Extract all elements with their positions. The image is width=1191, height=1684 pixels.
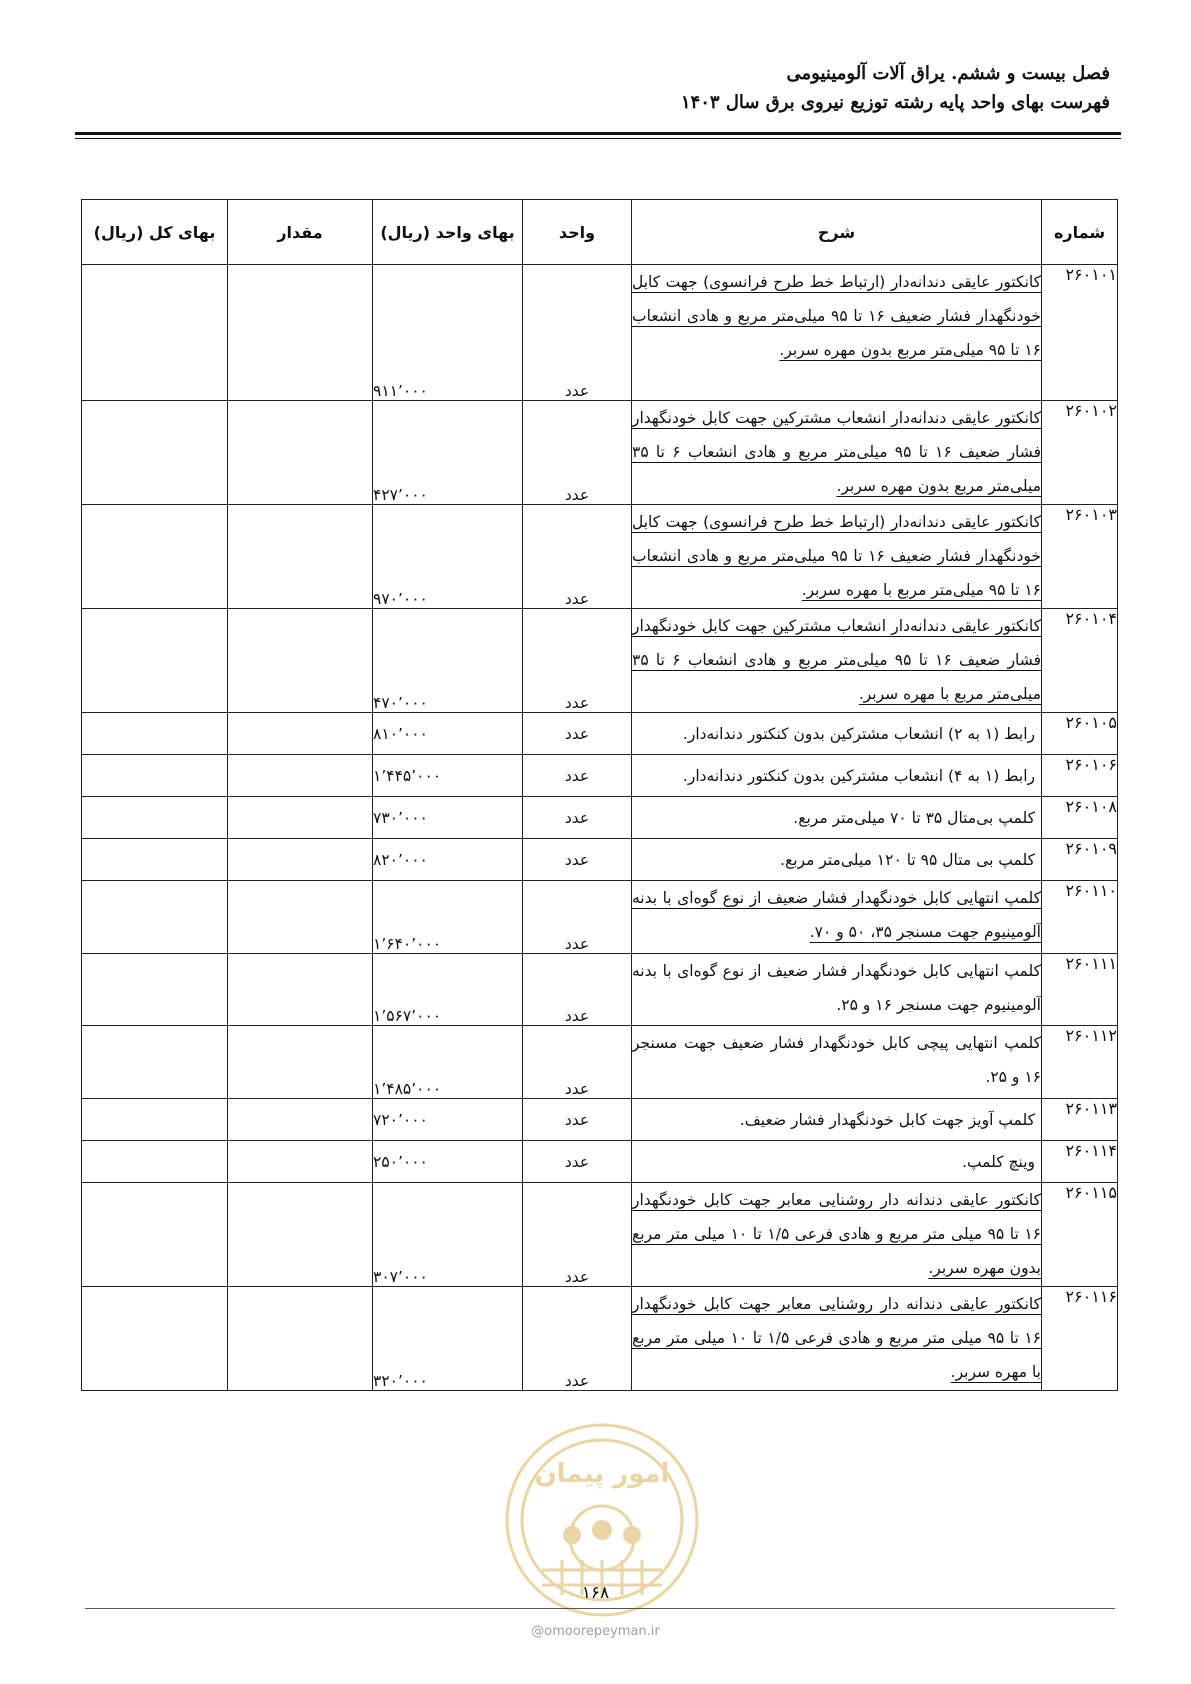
- item-description-text: وینچ کلمپ.: [961, 1152, 1035, 1171]
- item-description-text: کلمپ انتهایی پیچی کابل خودنگهدار فشار ضعیف جهت مسنجر ۱۶ و ۲۵.: [632, 1034, 1041, 1086]
- column-header-total-price: بهای کل (ریال): [82, 200, 228, 265]
- item-total-price: [82, 881, 228, 954]
- table-row: [82, 713, 1118, 755]
- item-unit-price: ۷۲۰٬۰۰۰: [373, 1099, 523, 1141]
- column-header-unit: واحد: [523, 200, 632, 265]
- item-unit-price: ۷۳۰٬۰۰۰: [373, 797, 523, 839]
- table-row: [82, 1026, 1118, 1099]
- item-quantity: [228, 954, 373, 1026]
- item-description: [632, 265, 1042, 401]
- item-number: ۲۶۰۱۰۱: [1042, 265, 1118, 401]
- column-header-unit-price: بهای واحد (ریال): [373, 200, 523, 265]
- table-row: [82, 401, 1118, 505]
- item-unit-price: ۱٬۵۶۷٬۰۰۰: [373, 954, 523, 1026]
- item-unit: عدد: [523, 839, 632, 881]
- item-quantity: [228, 1287, 373, 1391]
- header-rule-thick: [75, 132, 1121, 135]
- item-description-text: رابط (۱ به ۴) انشعاب مشترکین بدون کنکتور دندانه‌دار.: [682, 766, 1035, 785]
- item-number: ۲۶۰۱۱۱: [1042, 954, 1118, 1026]
- item-total-price: [82, 505, 228, 609]
- item-quantity: [228, 881, 373, 954]
- item-quantity: [228, 505, 373, 609]
- chapter-title: فصل بیست و ششم. یراق آلات آلومینیومی: [786, 63, 1110, 84]
- item-total-price: [82, 713, 228, 755]
- item-description-text: کانکتور عایقی دندانه‌دار (ارتباط خط طرح فرانسوی) جهت کابل خودنگهدار فشار ضعیف ۱۶ تا ۹۵ میلی‌متر مربع و هادی انشعاب ۱۶ تا ۹۵ میلی‌متر مربع با مهره سربر.: [632, 513, 1041, 599]
- item-unit: عدد: [523, 797, 632, 839]
- table-row: [82, 954, 1118, 1026]
- item-number: ۲۶۰۱۱۵: [1042, 1183, 1118, 1287]
- item-description: [632, 1099, 1042, 1141]
- footer-rule: [85, 1608, 1115, 1609]
- page-number: ۱۶۸: [581, 1583, 610, 1603]
- item-total-price: [82, 755, 228, 797]
- item-quantity: [228, 401, 373, 505]
- header-rule-thin: [75, 138, 1121, 139]
- item-total-price: [82, 1026, 228, 1099]
- item-unit: عدد: [523, 265, 632, 401]
- item-quantity: [228, 1141, 373, 1183]
- item-number: ۲۶۰۱۰۳: [1042, 505, 1118, 609]
- table-row: [82, 1287, 1118, 1391]
- table-row: [82, 839, 1118, 881]
- item-unit-price: ۲۵۰٬۰۰۰: [373, 1141, 523, 1183]
- item-description: [632, 1026, 1042, 1099]
- item-unit-price: ۸۲۰٬۰۰۰: [373, 839, 523, 881]
- item-unit: عدد: [523, 755, 632, 797]
- item-description-text: کلمپ انتهایی کابل خودنگهدار فشار ضعیف از نوع گوه‌ای با بدنه آلومینیوم جهت مسنجر ۳۵، ۵۰ و ۷۰.: [632, 889, 1041, 941]
- table-row: [82, 505, 1118, 609]
- table-row: [82, 1099, 1118, 1141]
- item-number: ۲۶۰۱۰۴: [1042, 609, 1118, 713]
- table-row: [82, 797, 1118, 839]
- item-quantity: [228, 265, 373, 401]
- column-header-description: شرح: [632, 200, 1042, 265]
- item-description: [632, 954, 1042, 1026]
- item-quantity: [228, 1183, 373, 1287]
- item-description: [632, 839, 1042, 881]
- item-unit-price: ۱٬۶۴۰٬۰۰۰: [373, 881, 523, 954]
- item-description-text: کلمپ بی‌متال ۳۵ تا ۷۰ میلی‌متر مربع.: [793, 808, 1035, 827]
- item-unit-price: ۹۱۱٬۰۰۰: [373, 265, 523, 401]
- item-unit: عدد: [523, 1026, 632, 1099]
- item-quantity: [228, 609, 373, 713]
- item-description: [632, 797, 1042, 839]
- item-total-price: [82, 797, 228, 839]
- item-description-text: کلمپ انتهایی کابل خودنگهدار فشار ضعیف از نوع گوه‌ای با بدنه آلومینیوم جهت مسنجر ۱۶ و ۲۵.: [632, 962, 1041, 1014]
- table-row: [82, 1141, 1118, 1183]
- item-unit: عدد: [523, 505, 632, 609]
- table-row: [82, 1183, 1118, 1287]
- item-quantity: [228, 797, 373, 839]
- item-total-price: [82, 1099, 228, 1141]
- item-description: [632, 1141, 1042, 1183]
- item-quantity: [228, 1099, 373, 1141]
- item-unit-price: ۱٬۴۸۵٬۰۰۰: [373, 1026, 523, 1099]
- table-row: [82, 609, 1118, 713]
- item-description: [632, 1287, 1042, 1391]
- page-header: [76, 60, 1116, 118]
- item-description: [632, 713, 1042, 755]
- item-unit-price: ۸۱۰٬۰۰۰: [373, 713, 523, 755]
- item-number: ۲۶۰۱۰۸: [1042, 797, 1118, 839]
- item-total-price: [82, 1141, 228, 1183]
- item-description: [632, 609, 1042, 713]
- item-number: ۲۶۰۱۰۵: [1042, 713, 1118, 755]
- column-header-quantity: مقدار: [228, 200, 373, 265]
- column-header-number: شماره: [1042, 200, 1118, 265]
- item-unit: عدد: [523, 609, 632, 713]
- item-unit-price: ۴۲۷٬۰۰۰: [373, 401, 523, 505]
- item-description-text: کلمپ آویز جهت کابل خودنگهدار فشار ضعیف.: [739, 1110, 1035, 1129]
- item-description-text: کانکتور عایقی دندانه‌دار انشعاب مشترکین جهت کابل خودنگهدار فشار ضعیف ۱۶ تا ۹۵ میلی‌متر مربع و هادی انشعاب ۶ تا ۳۵ میلی‌متر مربع با مهره سربر.: [632, 617, 1042, 703]
- item-unit: عدد: [523, 401, 632, 505]
- item-unit-price: ۴۷۰٬۰۰۰: [373, 609, 523, 713]
- item-number: ۲۶۰۱۰۶: [1042, 755, 1118, 797]
- item-quantity: [228, 1026, 373, 1099]
- item-description: [632, 755, 1042, 797]
- item-total-price: [82, 1287, 228, 1391]
- item-unit-price: ۳۰۷٬۰۰۰: [373, 1183, 523, 1287]
- item-total-price: [82, 401, 228, 505]
- item-unit: عدد: [523, 1141, 632, 1183]
- item-number: ۲۶۰۱۰۲: [1042, 401, 1118, 505]
- item-unit: عدد: [523, 954, 632, 1026]
- item-unit: عدد: [523, 1099, 632, 1141]
- item-unit: عدد: [523, 1183, 632, 1287]
- item-description: [632, 881, 1042, 954]
- item-total-price: [82, 609, 228, 713]
- item-number: ۲۶۰۱۱۲: [1042, 1026, 1118, 1099]
- item-description-text: رابط (۱ به ۲) انشعاب مشترکین بدون کنکتور دندانه‌دار.: [682, 724, 1035, 743]
- item-description-text: کانکتور عایقی دندانه‌دار انشعاب مشترکین جهت کابل خودنگهدار فشار ضعیف ۱۶ تا ۹۵ میلی‌متر مربع و هادی انشعاب ۶ تا ۳۵ میلی‌متر مربع بدون مهره سربر.: [632, 409, 1042, 495]
- item-quantity: [228, 839, 373, 881]
- item-quantity: [228, 755, 373, 797]
- item-number: ۲۶۰۱۱۳: [1042, 1099, 1118, 1141]
- item-total-price: [82, 839, 228, 881]
- item-number: ۲۶۰۱۱۰: [1042, 881, 1118, 954]
- item-number: ۲۶۰۱۱۴: [1042, 1141, 1118, 1183]
- table-row: [82, 755, 1118, 797]
- item-unit: عدد: [523, 713, 632, 755]
- item-quantity: [228, 713, 373, 755]
- item-number: ۲۶۰۱۰۹: [1042, 839, 1118, 881]
- item-unit-price: ۹۷۰٬۰۰۰: [373, 505, 523, 609]
- item-number: ۲۶۰۱۱۶: [1042, 1287, 1118, 1391]
- item-description-text: کانکتور عایقی دندانه‌دار (ارتباط خط طرح فرانسوی) جهت کابل خودنگهدار فشار ضعیف ۱۶ تا ۹۵ میلی‌متر مربع و هادی انشعاب ۱۶ تا ۹۵ میلی‌متر مربع بدون مهره سربر.: [632, 273, 1041, 359]
- item-unit-price: ۱٬۴۴۵٬۰۰۰: [373, 755, 523, 797]
- item-total-price: [82, 265, 228, 401]
- table-row: [82, 881, 1118, 954]
- price-table: [81, 199, 1118, 1391]
- item-description: [632, 1183, 1042, 1287]
- item-unit-price: ۳۲۰٬۰۰۰: [373, 1287, 523, 1391]
- item-description-text: کانکتور عایقی دندانه دار روشنایی معابر جهت کابل خودنگهدار ۱۶ تا ۹۵ میلی متر مربع و هادی فرعی ۱/۵ تا ۱۰ میلی متر مربع بدون مهره سربر.: [632, 1191, 1042, 1277]
- item-unit: عدد: [523, 1287, 632, 1391]
- item-unit: عدد: [523, 881, 632, 954]
- item-description: [632, 401, 1042, 505]
- item-total-price: [82, 954, 228, 1026]
- seal-label: امور پیمان: [534, 1459, 670, 1489]
- item-description: [632, 505, 1042, 609]
- item-description-text: کانکتور عایقی دندانه دار روشنایی معابر جهت کابل خودنگهدار ۱۶ تا ۹۵ میلی متر مربع و هادی فرعی ۱/۵ تا ۱۰ میلی متر مربع با مهره سربر.: [632, 1295, 1042, 1381]
- table-row: [82, 265, 1118, 401]
- price-list-title: فهرست بهای واحد پایه رشته توزیع نیروی برق سال ۱۴۰۳: [680, 92, 1110, 113]
- watermark-url: @omoorepeyman.ir: [531, 1624, 660, 1639]
- item-total-price: [82, 1183, 228, 1287]
- item-description-text: کلمپ بی متال ۹۵ تا ۱۲۰ میلی‌متر مربع.: [780, 850, 1035, 869]
- table-header-row: [82, 200, 1118, 265]
